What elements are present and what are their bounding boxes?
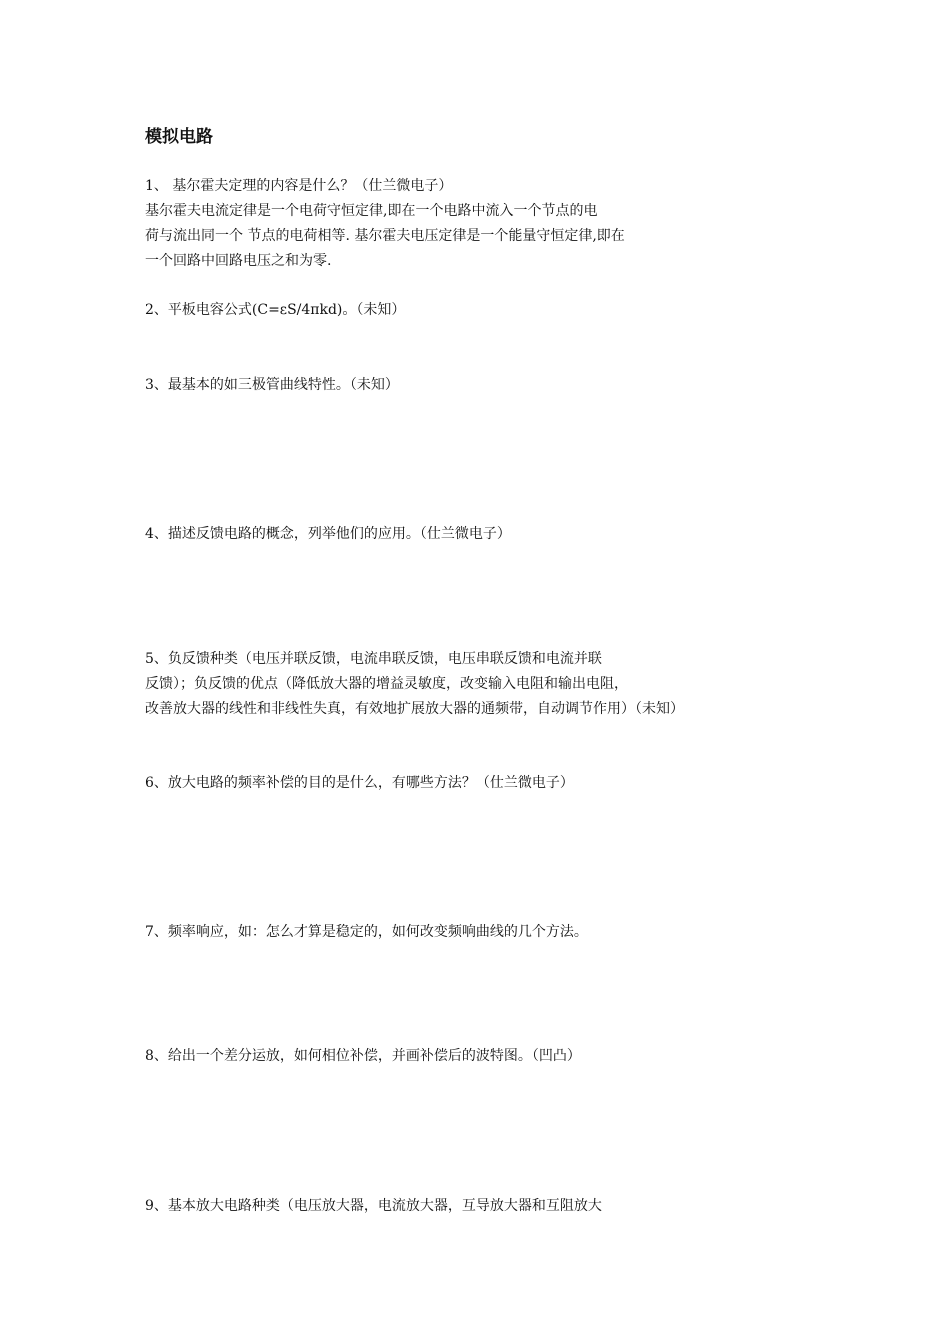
question-6-heading: 6、放大电路的频率补偿的目的是什么，有哪些方法？（仕兰微电子） (145, 775, 574, 791)
question-1-answer-line-3: 一个回路中回路电压之和为零. (145, 253, 332, 269)
question-1-answer-line-1: 基尔霍夫电流定律是一个电荷守恒定律,即在一个电路中流入一个节点的电 (145, 203, 598, 219)
question-1-heading: 1、 基尔霍夫定理的内容是什么？（仕兰微电子） (145, 178, 453, 194)
question-1-answer-line-2: 荷与流出同一个 节点的电荷相等. 基尔霍夫电压定律是一个能量守恒定律,即在 (145, 228, 625, 244)
question-5-line-3: 改善放大器的线性和非线性失真，有效地扩展放大器的通频带，自动调节作用）（未知） (145, 701, 684, 717)
page-title: 模拟电路 (145, 127, 213, 147)
question-5-line-2: 反馈）；负反馈的优点（降低放大器的增益灵敏度，改变输入电阻和输出电阻， (145, 676, 628, 692)
question-4-heading: 4、描述反馈电路的概念，列举他们的应用。（仕兰微电子） (145, 526, 511, 542)
question-3-heading: 3、最基本的如三极管曲线特性。（未知） (145, 377, 399, 393)
question-8-heading: 8、给出一个差分运放，如何相位补偿，并画补偿后的波特图。（凹凸） (145, 1048, 581, 1064)
question-2-heading: 2、平板电容公式(C=εS/4πkd)。（未知） (145, 302, 406, 318)
question-7-heading: 7、频率响应，如：怎么才算是稳定的，如何改变频响曲线的几个方法。 (145, 924, 588, 940)
question-5-heading: 5、负反馈种类（电压并联反馈，电流串联反馈，电压串联反馈和电流并联 (145, 651, 602, 667)
question-9-heading: 9、基本放大电路种类（电压放大器，电流放大器，互导放大器和互阻放大 (145, 1198, 602, 1214)
